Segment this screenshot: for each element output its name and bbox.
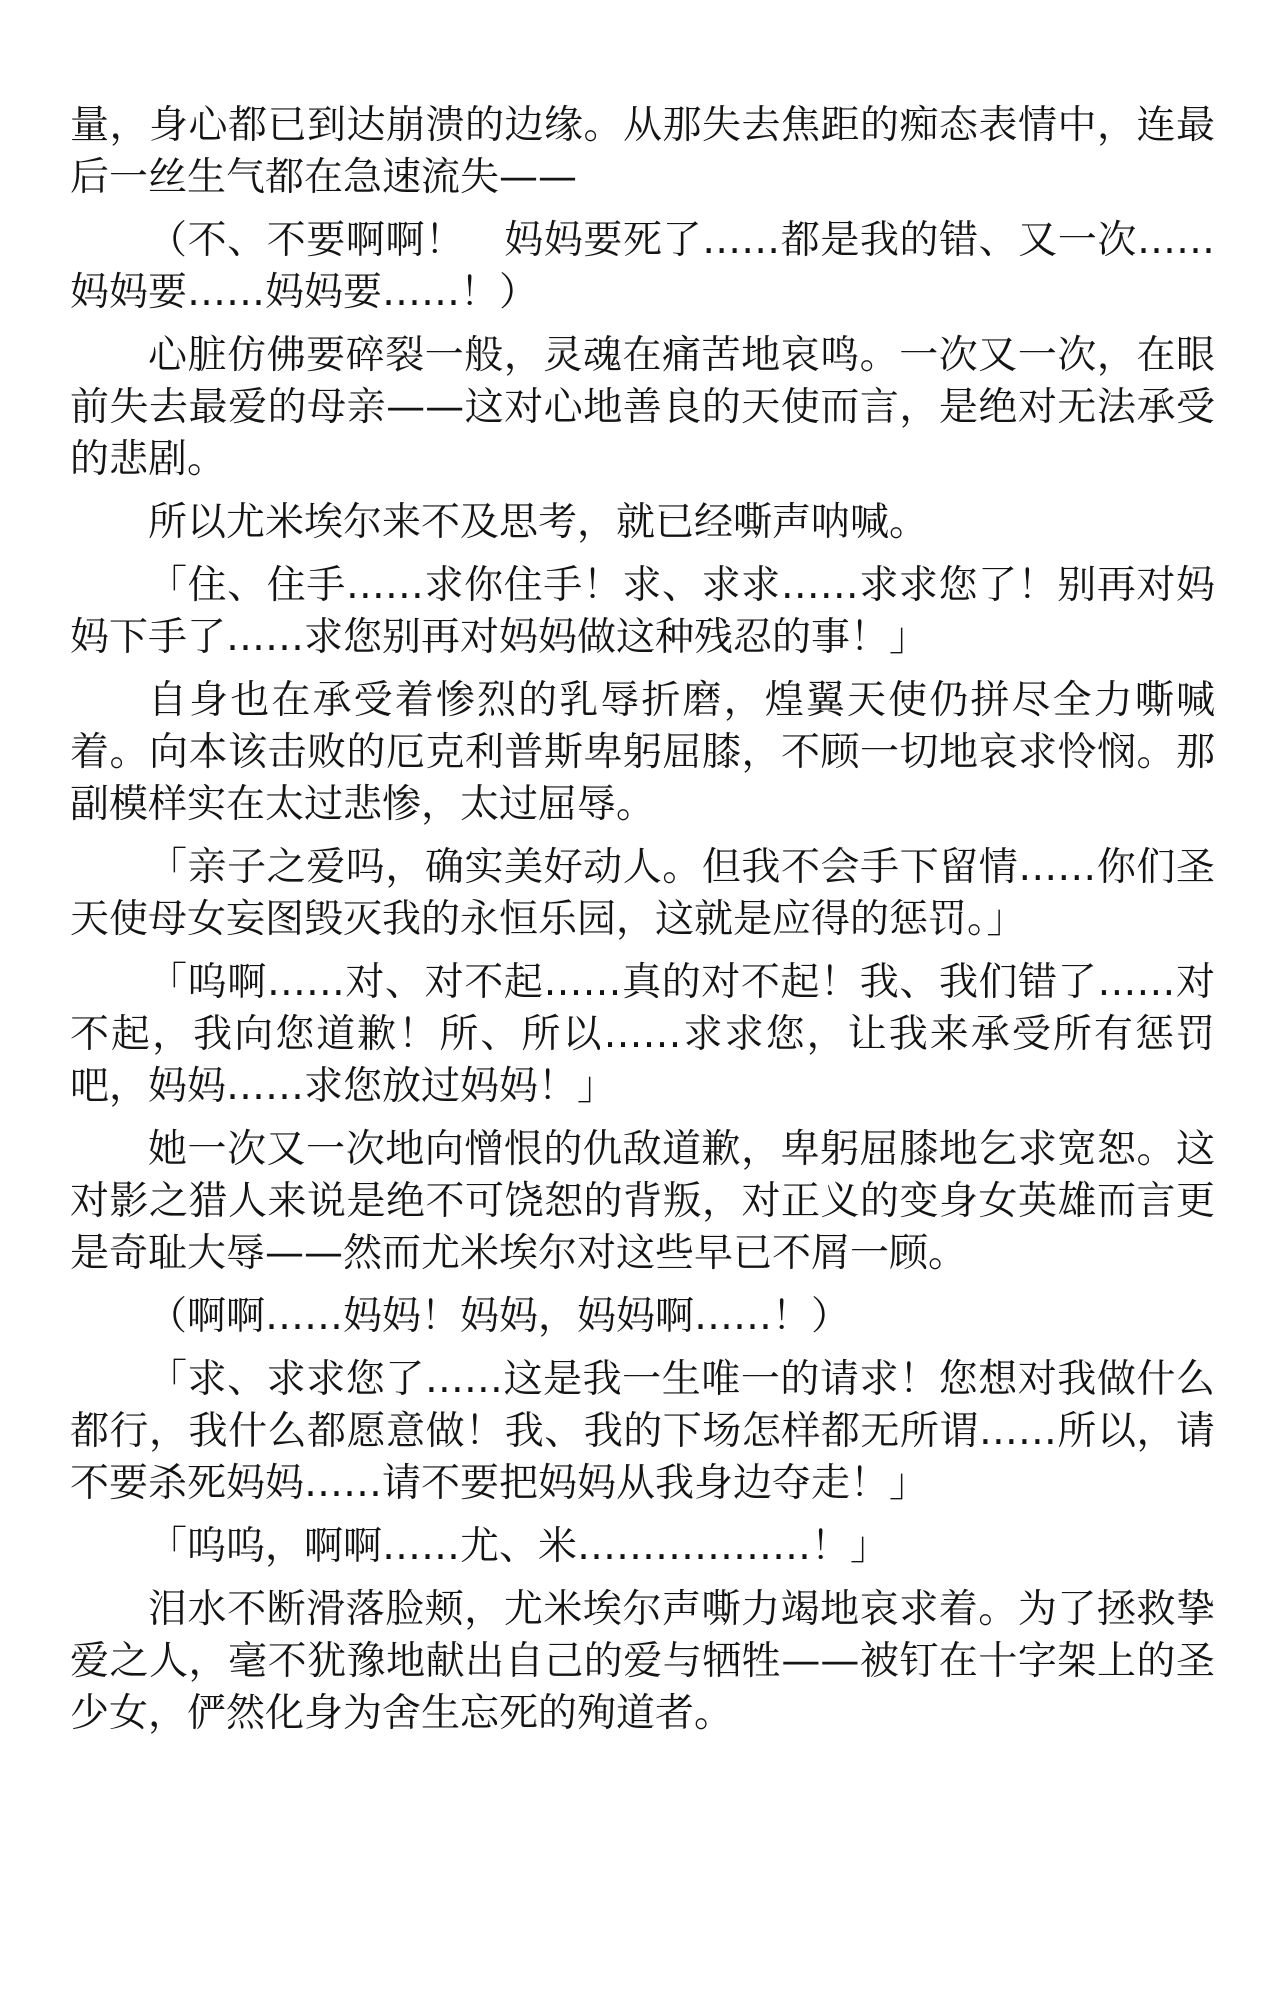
novel-page (70, 100, 1215, 1751)
paragraph-9: 她一次又一次地向憎恨的仇敌道歉，卑躬屈膝地乞求宽恕。这对影之猎人来说是绝不可饶恕的背叛，对正义的变身女英雄而言更是奇耻大辱——然而尤米埃尔对这些早已不屑一顾。 (70, 1127, 1215, 1276)
paragraph-1: 量，身心都已到达崩溃的边缘。从那失去焦距的痴态表情中，连最后一丝生气都在急速流失—— (70, 103, 1215, 200)
paragraph-6: 自身也在承受着惨烈的乳辱折磨，煌翼天使仍拼尽全力嘶喊着。向本该击败的厄克利普斯卑躬屈膝，不顾一切地哀求怜悯。那副模样实在太过悲惨，太过屈辱。 (70, 678, 1215, 827)
paragraph-8: 「呜啊……对、对不起……真的对不起！我、我们错了……对不起，我向您道歉！所、所以……求求您，让我来承受所有惩罚吧，妈妈……求您放过妈妈！」 (70, 960, 1215, 1109)
paragraph-13: 泪水不断滑落脸颊，尤米埃尔声嘶力竭地哀求着。为了拯救挚爱之人，毫不犹豫地献出自己的爱与牺牲——被钉在十字架上的圣少女，俨然化身为舍生忘死的殉道者。 (70, 1587, 1215, 1736)
paragraph-2: （不、不要啊啊！ 妈妈要死了……都是我的错、又一次……妈妈要……妈妈要……！） (70, 218, 1215, 315)
paragraph-11: 「求、求求您了……这是我一生唯一的请求！您想对我做什么都行，我什么都愿意做！我、我的下场怎样都无所谓……所以，请不要杀死妈妈……请不要把妈妈从我身边夺走！」 (70, 1357, 1215, 1506)
paragraph-5: 「住、住手……求你住手！求、求求……求求您了！别再对妈妈下手了……求您别再对妈妈做这种残忍的事！」 (70, 563, 1215, 660)
paragraph-4: 所以尤米埃尔来不及思考，就已经嘶声呐喊。 (148, 500, 929, 545)
paragraph-10: （啊啊……妈妈！妈妈，妈妈啊……！） (148, 1294, 851, 1339)
paragraph-3: 心脏仿佛要碎裂一般，灵魂在痛苦地哀鸣。一次又一次，在眼前失去最爱的母亲——这对心地善良的天使而言，是绝对无法承受的悲剧。 (70, 333, 1215, 482)
paragraph-7: 「亲子之爱吗，确实美好动人。但我不会手下留情……你们圣天使母女妄图毁灭我的永恒乐园，这就是应得的惩罚。」 (70, 845, 1215, 942)
paragraph-12: 「呜呜，啊啊……尤、米………………！」 (148, 1524, 890, 1569)
